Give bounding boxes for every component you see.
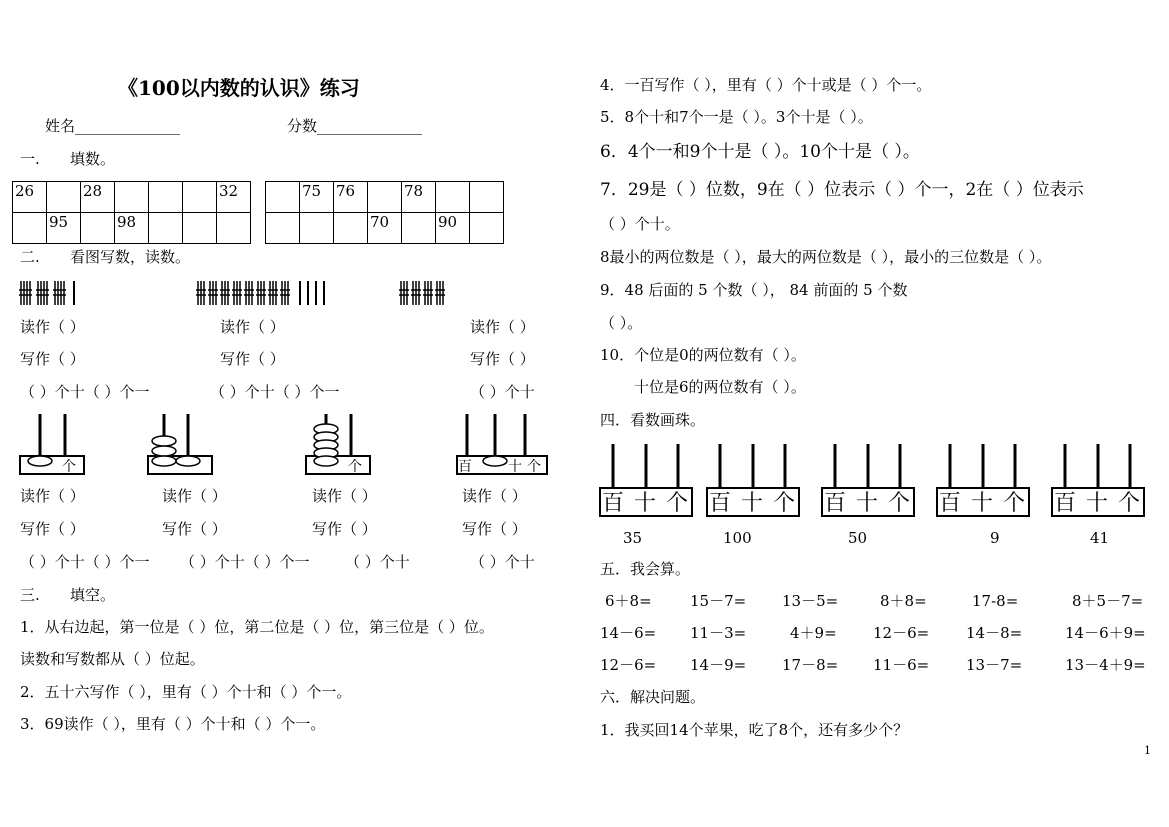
svg-text:个: 个 xyxy=(666,491,689,516)
calc-item: 13－4＋9= xyxy=(1065,656,1146,674)
abacus-number: 50 xyxy=(848,529,868,547)
calc-item: 14－9= xyxy=(690,656,747,674)
number-grid-2 xyxy=(265,181,504,244)
calc-item: 14－8= xyxy=(966,624,1023,642)
svg-text:百: 百 xyxy=(458,459,472,475)
abacus-1 xyxy=(18,410,88,476)
stick-bundles-3 xyxy=(398,278,458,308)
grid-cell xyxy=(470,213,504,244)
abacus-number: 41 xyxy=(1090,529,1110,547)
svg-text:个: 个 xyxy=(1003,491,1026,516)
section3-heading: 三. xyxy=(20,586,40,604)
calc-item: 4＋9= xyxy=(790,624,837,642)
svg-text:百: 百 xyxy=(939,491,962,516)
calc-item: 17－8= xyxy=(782,656,839,674)
read-blank: 读作（ ） xyxy=(312,487,377,505)
question-10: 10．个位是0的两位数有（ ）。 xyxy=(600,346,806,364)
tens-only-blank: （ ）个十 xyxy=(470,553,535,571)
tens-only-blank: （ ）个十 xyxy=(470,383,535,401)
question-3: 3．69读作（ ），里有（ ）个十和（ ）个一。 xyxy=(20,715,326,733)
grid-cell xyxy=(149,182,183,213)
read-blank: 读作（ ） xyxy=(162,487,227,505)
question-10b: 十位是6的两位数有（ ）。 xyxy=(634,378,806,396)
question-7b: （ ）个十。 xyxy=(600,215,680,233)
grid-cell: 75 xyxy=(300,182,334,213)
tens-ones-blank: （ ）个十（ ）个一 xyxy=(210,383,340,401)
grid-cell xyxy=(436,182,470,213)
empty-abacus-2 xyxy=(705,440,803,520)
calc-item: 13－7= xyxy=(966,656,1023,674)
calc-item: 8＋8= xyxy=(880,592,927,610)
grid-cell: 26 xyxy=(13,182,47,213)
write-blank: 写作（ ） xyxy=(162,520,227,538)
grid-cell: 28 xyxy=(81,182,115,213)
grid-cell xyxy=(334,213,368,244)
question-2: 2．五十六写作（ ），里有（ ）个十和（ ）个一。 xyxy=(20,683,352,701)
grid-cell xyxy=(149,213,183,244)
abacus-4 xyxy=(455,410,550,476)
question-1: 1．从右边起，第一位是（ ）位，第二位是（ ）位，第三位是（ ）位。 xyxy=(20,618,494,636)
grid-cell xyxy=(402,213,436,244)
tens-ones-blank: （ ）个十（ ）个一 xyxy=(20,383,150,401)
svg-text:十: 十 xyxy=(971,491,994,516)
name-field: 姓名______________ xyxy=(45,117,181,135)
svg-text:个: 个 xyxy=(773,491,796,516)
grid-cell xyxy=(470,182,504,213)
svg-text:百: 百 xyxy=(602,491,625,516)
question-8: 8最小的两位数是（ ），最大的两位数是（ ），最小的三位数是（ ）。 xyxy=(600,248,1052,266)
question-9: 9．48 后面的 5 个数（ ）， 84 前面的 5 个数 xyxy=(600,281,908,299)
calc-item: 13－5= xyxy=(782,592,839,610)
grid-cell: 78 xyxy=(402,182,436,213)
svg-text:个: 个 xyxy=(62,459,76,475)
grid-cell xyxy=(81,213,115,244)
grid-cell: 95 xyxy=(47,213,81,244)
svg-text:十: 十 xyxy=(741,491,764,516)
calc-item: 11－6= xyxy=(873,656,930,674)
page-number: 1 xyxy=(1144,744,1151,757)
grid-cell: 76 xyxy=(334,182,368,213)
svg-text:十: 十 xyxy=(856,491,879,516)
grid-cell xyxy=(13,213,47,244)
empty-abacus-5 xyxy=(1050,440,1148,520)
svg-text:百: 百 xyxy=(1054,491,1077,516)
abacus-number: 100 xyxy=(723,529,752,547)
section5-heading: 五．我会算。 xyxy=(600,560,691,578)
question-1b: 读数和写数都从（ ）位起。 xyxy=(20,650,205,668)
abacus-number: 35 xyxy=(623,529,643,547)
calc-item: 6＋8= xyxy=(605,592,652,610)
section1-heading: 一. xyxy=(20,150,40,168)
question-6: 6．4个一和9个十是（ ）。10个十是（ ）。 xyxy=(600,142,920,162)
abacus-2 xyxy=(146,410,216,476)
section6-heading: 六．解决问题。 xyxy=(600,688,706,706)
calc-item: 14－6＋9= xyxy=(1065,624,1146,642)
write-blank: 写作（ ） xyxy=(20,520,85,538)
read-blank: 读作（ ） xyxy=(20,318,85,336)
problem-1: 1．我买回14个苹果，吃了8个，还有多少个？ xyxy=(600,721,909,739)
svg-text:个: 个 xyxy=(527,459,541,475)
svg-text:十: 十 xyxy=(508,459,522,475)
calc-item: 11－3= xyxy=(690,624,747,642)
question-5: 5．8个十和7个一是（ ）。3个十是（ ）。 xyxy=(600,108,873,126)
section4-heading: 四．看数画珠。 xyxy=(600,411,706,429)
read-blank: 读作（ ） xyxy=(470,318,535,336)
section1-text: 填数。 xyxy=(70,150,116,168)
grid-cell xyxy=(300,213,334,244)
grid-cell xyxy=(183,182,217,213)
abacus-3 xyxy=(304,410,374,476)
write-blank: 写作（ ） xyxy=(220,350,285,368)
svg-text:百: 百 xyxy=(824,491,847,516)
stick-bundles-1 xyxy=(18,278,88,308)
question-9b: （ ）。 xyxy=(600,314,643,332)
stick-bundles-2 xyxy=(195,278,335,308)
page-title: 《100以内数的认识》练习 xyxy=(118,76,360,100)
calc-item: 14－6= xyxy=(600,624,657,642)
svg-text:个: 个 xyxy=(348,459,362,475)
svg-text:个: 个 xyxy=(1118,491,1141,516)
grid-cell: 90 xyxy=(436,213,470,244)
svg-text:十: 十 xyxy=(1086,491,1109,516)
section3-text: 填空。 xyxy=(70,586,116,604)
svg-text:百: 百 xyxy=(709,491,732,516)
tens-ones-blank: （ ）个十（ ）个一 xyxy=(180,553,310,571)
empty-abacus-1 xyxy=(598,440,696,520)
write-blank: 写作（ ） xyxy=(470,350,535,368)
calc-item: 15－7= xyxy=(690,592,747,610)
abacus-number: 9 xyxy=(990,529,1000,547)
tens-ones-blank: （ ）个十（ ）个一 xyxy=(20,553,150,571)
grid-cell: 98 xyxy=(115,213,149,244)
calc-item: 17-8= xyxy=(972,592,1019,610)
question-4: 4．一百写作（ ），里有（ ）个十或是（ ）个一。 xyxy=(600,76,932,94)
grid-cell xyxy=(47,182,81,213)
svg-text:十: 十 xyxy=(634,491,657,516)
grid-cell xyxy=(183,213,217,244)
calc-item: 12－6= xyxy=(600,656,657,674)
calc-item: 12－6= xyxy=(873,624,930,642)
grid-cell xyxy=(368,182,402,213)
score-field: 分数______________ xyxy=(287,117,423,135)
read-blank: 读作（ ） xyxy=(462,487,527,505)
grid-cell: 70 xyxy=(368,213,402,244)
number-grid-1 xyxy=(12,181,251,244)
grid-cell xyxy=(115,182,149,213)
grid-cell xyxy=(266,182,300,213)
write-blank: 写作（ ） xyxy=(462,520,527,538)
read-blank: 读作（ ） xyxy=(220,318,285,336)
read-blank: 读作（ ） xyxy=(20,487,85,505)
svg-text:个: 个 xyxy=(888,491,911,516)
grid-cell: 32 xyxy=(217,182,251,213)
write-blank: 写作（ ） xyxy=(20,350,85,368)
tens-only-blank: （ ）个十 xyxy=(345,553,410,571)
empty-abacus-4 xyxy=(935,440,1033,520)
write-blank: 写作（ ） xyxy=(312,520,377,538)
empty-abacus-3 xyxy=(820,440,918,520)
section2-text: 看图写数，读数。 xyxy=(70,248,191,266)
grid-cell xyxy=(266,213,300,244)
section2-heading: 二. xyxy=(20,248,40,266)
calc-item: 8＋5－7= xyxy=(1072,592,1144,610)
grid-cell xyxy=(217,213,251,244)
question-7: 7．29是（ ）位数，9在（ ）位表示（ ）个一，2在（ ）位表示 xyxy=(600,180,1084,200)
